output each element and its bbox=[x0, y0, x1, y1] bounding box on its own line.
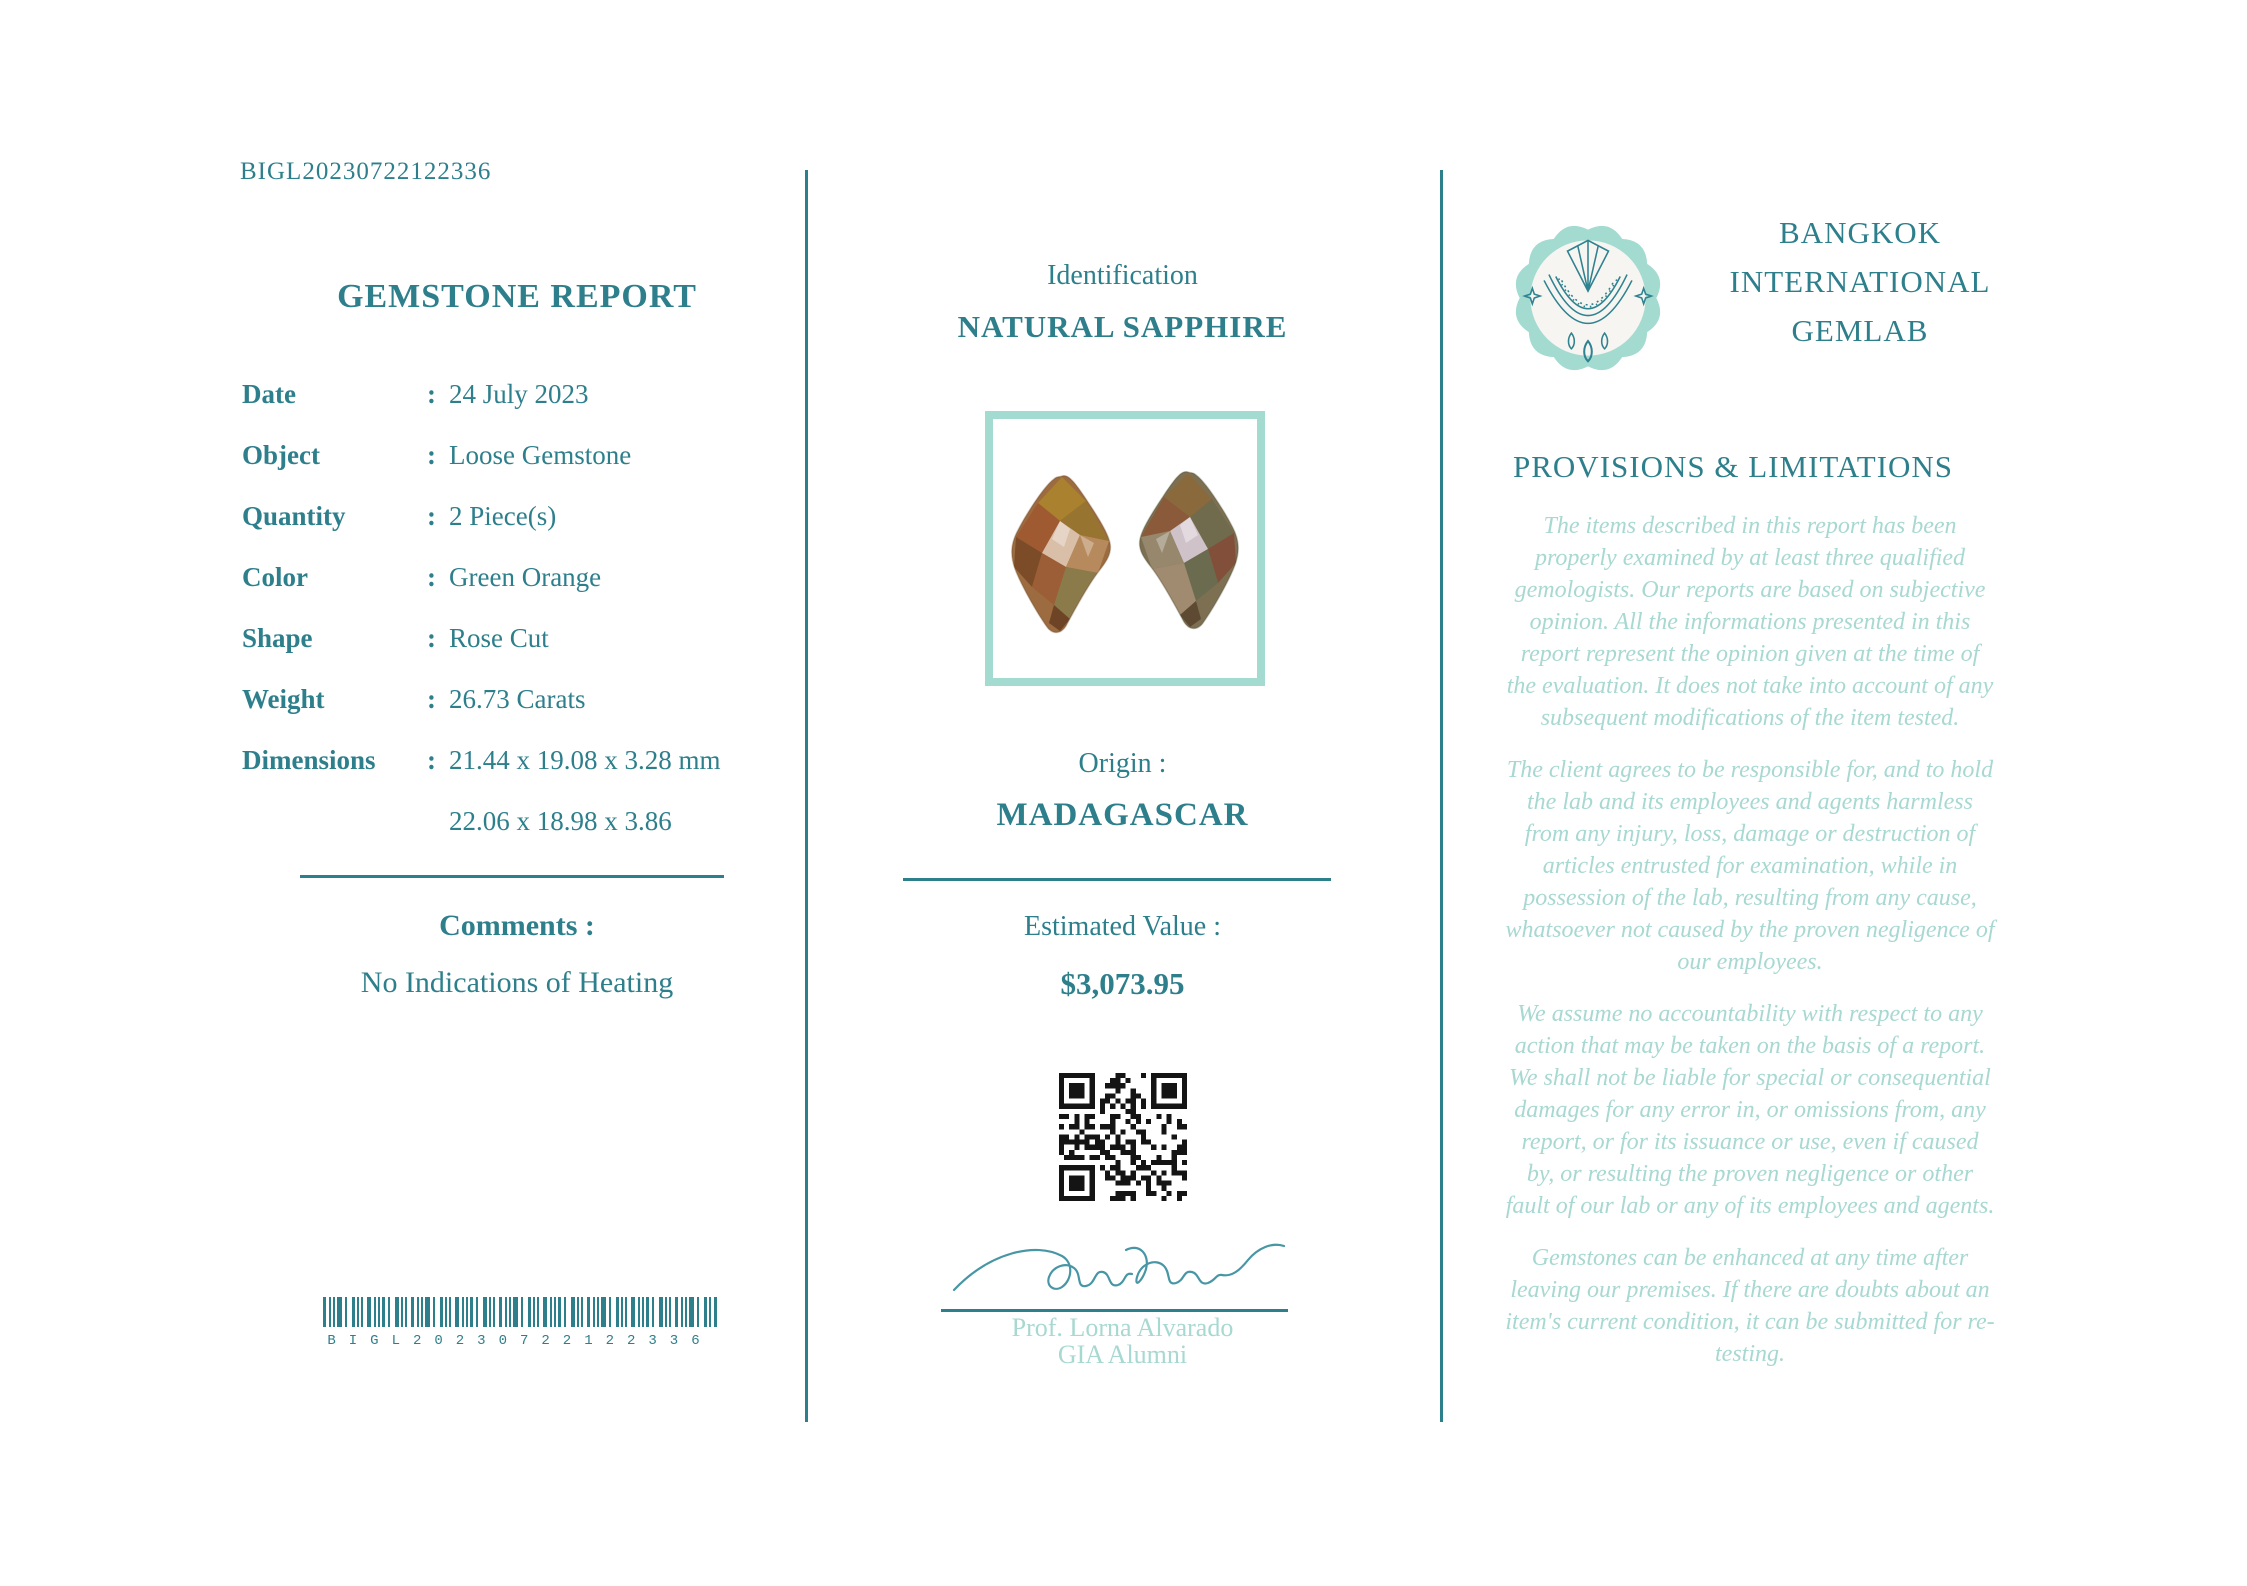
spec-value: 2 Piece(s) bbox=[449, 501, 557, 531]
spec-row bbox=[230, 486, 804, 547]
identification-value: NATURAL SAPPHIRE bbox=[957, 309, 1288, 344]
spec-colon: : bbox=[427, 684, 436, 714]
spec-value: 24 July 2023 bbox=[449, 379, 589, 409]
provisions-paragraph: Gemstones can be enhanced at any time after leaving our premises. If there are doubts about an item's current condition, it can be submitted for re-testing. bbox=[1505, 1245, 1995, 1367]
spec-row bbox=[230, 364, 804, 425]
provisions-paragraph: We assume no accountability with respect to any action that may be taken on the basis of a report. We shall not be liable for special or consequential damages for any error in, or omissions from, any report, or for its issuance or use, even if caused by, or resulting the proven negligence or other fault of our lab or any of its employees and agents. bbox=[1505, 1001, 1995, 1219]
spec-row bbox=[230, 669, 804, 730]
signatory-name: Prof. Lorna Alvarado bbox=[1011, 1313, 1234, 1342]
provisions-title: PROVISIONS & LIMITATIONS bbox=[1513, 449, 1954, 484]
spec-colon: : bbox=[427, 745, 436, 775]
barcode-bars bbox=[323, 1297, 717, 1327]
spec-value: Green Orange bbox=[449, 562, 602, 592]
provisions-paragraph: The items described in this report has been properly examined by at least three qualified gemologists. Our reports are based on subjective opinion. All the informations presented in this report represent the opinion given at the time of the evaluation. It does not take into account of any subsequent modifications of the item tested. bbox=[1506, 513, 1994, 731]
spec-row bbox=[230, 547, 804, 608]
qr-code bbox=[1059, 1073, 1187, 1201]
spec-label: Weight bbox=[242, 684, 325, 714]
lab-seal-logo bbox=[1505, 215, 1671, 381]
provisions-paragraph: The client agrees to be responsible for, and to hold the lab and its employees and agents harmless from any injury, loss, damage or destruction of articles entrusted for examination, while in possession of the lab, resulting from any cause, whatsoever not caused by the proven negligence of our employees. bbox=[1505, 757, 1995, 975]
signature-divider bbox=[941, 1309, 1288, 1312]
gemstone-photo-frame bbox=[985, 411, 1265, 686]
estimated-value-label: Estimated Value : bbox=[1024, 911, 1221, 942]
barcode-text: BIGL20230722122336 bbox=[327, 1333, 713, 1349]
spec-label: Shape bbox=[242, 623, 313, 653]
spec-row bbox=[230, 608, 804, 669]
spec-colon: : bbox=[427, 562, 436, 592]
gem-right bbox=[1130, 467, 1244, 639]
comments-title: Comments : bbox=[439, 909, 595, 942]
origin-value: MADAGASCAR bbox=[996, 797, 1249, 833]
spec-value: Rose Cut bbox=[449, 623, 549, 653]
spec-table bbox=[230, 364, 804, 852]
spec-value: 26.73 Carats bbox=[449, 684, 586, 714]
signatory-title: GIA Alumni bbox=[1057, 1340, 1188, 1369]
estimated-value-amount: $3,073.95 bbox=[1060, 966, 1185, 1001]
lab-name-line: GEMLAB bbox=[1791, 313, 1929, 348]
barcode bbox=[323, 1297, 717, 1348]
lab-name-line: BANGKOK bbox=[1779, 215, 1941, 250]
spec-label: Object bbox=[242, 440, 320, 470]
column-divider-right bbox=[1440, 170, 1443, 1422]
signature bbox=[950, 1236, 1290, 1308]
gemstone-photo bbox=[1000, 463, 1250, 648]
column-divider-left bbox=[805, 170, 808, 1422]
provisions-text bbox=[1505, 510, 1995, 1390]
spec-colon: : bbox=[427, 379, 436, 409]
spec-colon: : bbox=[427, 501, 436, 531]
spec-label: Color bbox=[242, 562, 308, 592]
origin-label: Origin : bbox=[1078, 748, 1167, 779]
spec-row bbox=[230, 730, 804, 852]
qr-code-pattern bbox=[1059, 1073, 1187, 1201]
report-title: GEMSTONE REPORT bbox=[337, 278, 697, 315]
lab-name bbox=[1700, 208, 2020, 355]
lab-name-line: INTERNATIONAL bbox=[1729, 264, 1991, 299]
comments-text: No Indications of Heating bbox=[360, 966, 674, 999]
spec-label: Date bbox=[242, 379, 296, 409]
identification-label: Identification bbox=[1047, 260, 1198, 291]
spec-colon: : bbox=[427, 623, 436, 653]
spec-label: Dimensions bbox=[242, 745, 376, 775]
report-number: BIGL20230722122336 bbox=[240, 158, 492, 185]
spec-value: Loose Gemstone bbox=[449, 440, 632, 470]
spec-label: Quantity bbox=[242, 501, 346, 531]
spec-colon: : bbox=[427, 440, 436, 470]
spec-value: 21.44 x 19.08 x 3.28 mm 22.06 x 18.98 x 3.86 bbox=[449, 745, 721, 836]
spec-row bbox=[230, 425, 804, 486]
comments-divider bbox=[300, 875, 724, 878]
gem-left bbox=[1006, 471, 1120, 643]
value-divider bbox=[903, 878, 1331, 881]
